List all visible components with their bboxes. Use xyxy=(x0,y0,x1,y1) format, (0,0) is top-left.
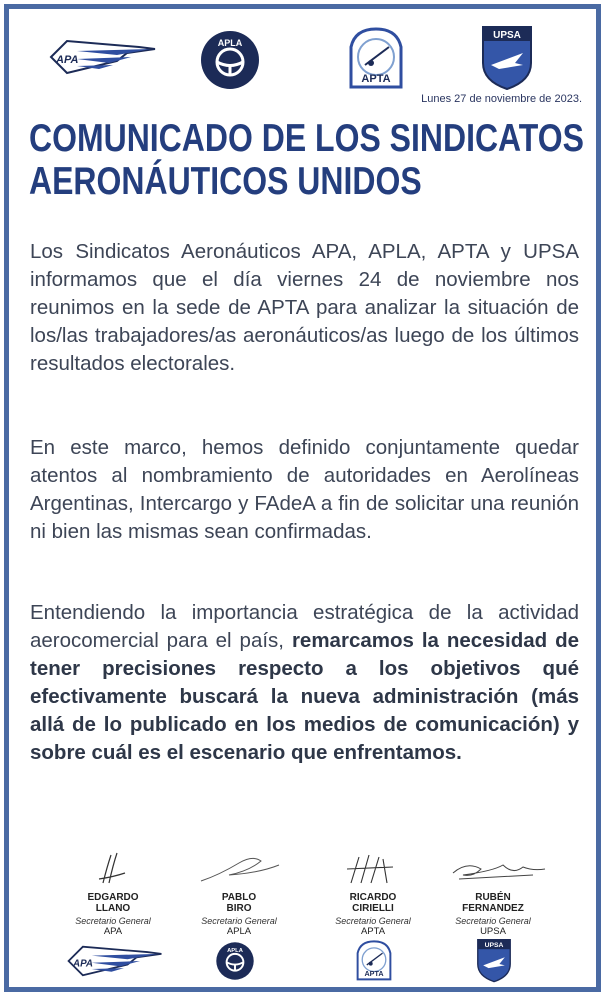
signer-role: Secretario General xyxy=(455,916,531,926)
signature-block xyxy=(179,849,299,937)
paragraph-1: Los Sindicatos Aeronáuticos APA, APLA, APTA y UPSA informamos que el día viernes 24 de noviembre nos reunimos en la sede de APTA para analizar la situación de los/las trabajadores/as aeronáuticos/as luego de los últimos resultados electorales. xyxy=(30,240,579,375)
signature-scribble-icon xyxy=(179,849,299,887)
title-line-1: COMUNICADO DE LOS SINDICATOS xyxy=(29,117,584,160)
svg-text:UPSA: UPSA xyxy=(484,942,504,950)
signer-org: UPSA xyxy=(480,926,506,937)
title-line-2: AERONÁUTICOS UNIDOS xyxy=(29,160,422,203)
signer-first-name: PABLO xyxy=(221,892,257,903)
signature-block xyxy=(313,849,433,937)
footer-logos xyxy=(9,937,596,985)
signer-role: Secretario General xyxy=(335,916,411,926)
signer-org: APLA xyxy=(226,926,252,937)
signer-first-name: RUBÉN xyxy=(475,892,511,903)
paragraph-2: En este marco, hemos definido conjuntamente quedar atentos al nombramiento de autoridades en Aerolíneas Argentinas, Intercargo y FAdeA a fin de solicitar una reunión ni bien las mismas sean confirmadas. xyxy=(30,436,579,543)
signature-scribble-icon xyxy=(433,849,553,887)
svg-text:APLA: APLA xyxy=(227,947,243,954)
signature-scribble-icon xyxy=(53,849,173,887)
header-logos xyxy=(9,19,596,94)
signature-scribble-icon xyxy=(313,849,433,887)
signer-last-name: FERNANDEZ xyxy=(462,903,524,914)
signature-block xyxy=(53,849,173,937)
upsa-logo-icon xyxy=(475,937,513,983)
svg-text:APTA: APTA xyxy=(361,73,391,85)
signer-first-name: EDGARDO xyxy=(87,892,139,903)
paragraph-3-bold: remarcamos la necesidad de tener precisiones respecto a los objetivos qué efectivamente buscará la nueva administración (más allá de lo publicado en los medios de comunicación) y sobre cuál es el escenario que enfrentamos. xyxy=(30,629,579,764)
svg-text:UPSA: UPSA xyxy=(493,30,521,41)
apa-logo-icon xyxy=(65,943,165,979)
paragraph-3 xyxy=(30,599,579,767)
signer-last-name: LLANO xyxy=(95,903,131,914)
svg-text:APTA: APTA xyxy=(364,969,384,979)
paragraph-3-normal: Entendiendo la importancia estratégica de la actividad aerocomercial para el país, xyxy=(30,601,579,652)
svg-text:APLA: APLA xyxy=(217,38,243,48)
signer-org: APA xyxy=(103,926,123,937)
document-date: Lunes 27 de noviembre de 2023. xyxy=(421,93,582,105)
svg-text:APA: APA xyxy=(73,958,94,970)
signer-last-name: BIRO xyxy=(226,903,252,914)
signer-role: Secretario General xyxy=(75,916,151,926)
upsa-logo-icon xyxy=(479,23,535,91)
apla-logo-icon xyxy=(199,29,261,91)
apla-logo-icon xyxy=(215,941,255,981)
page-title xyxy=(29,117,587,203)
apa-logo-icon xyxy=(47,37,159,77)
signer-org: APTA xyxy=(360,926,386,937)
svg-text:APA: APA xyxy=(56,54,79,66)
signatures xyxy=(9,849,596,939)
signer-last-name: CIRIELLI xyxy=(352,903,394,914)
signature-block xyxy=(433,849,553,937)
apta-logo-icon xyxy=(355,939,393,983)
document-frame xyxy=(4,4,601,992)
signer-first-name: RICARDO xyxy=(349,892,397,903)
signer-role: Secretario General xyxy=(201,916,277,926)
apta-logo-icon xyxy=(347,27,405,91)
